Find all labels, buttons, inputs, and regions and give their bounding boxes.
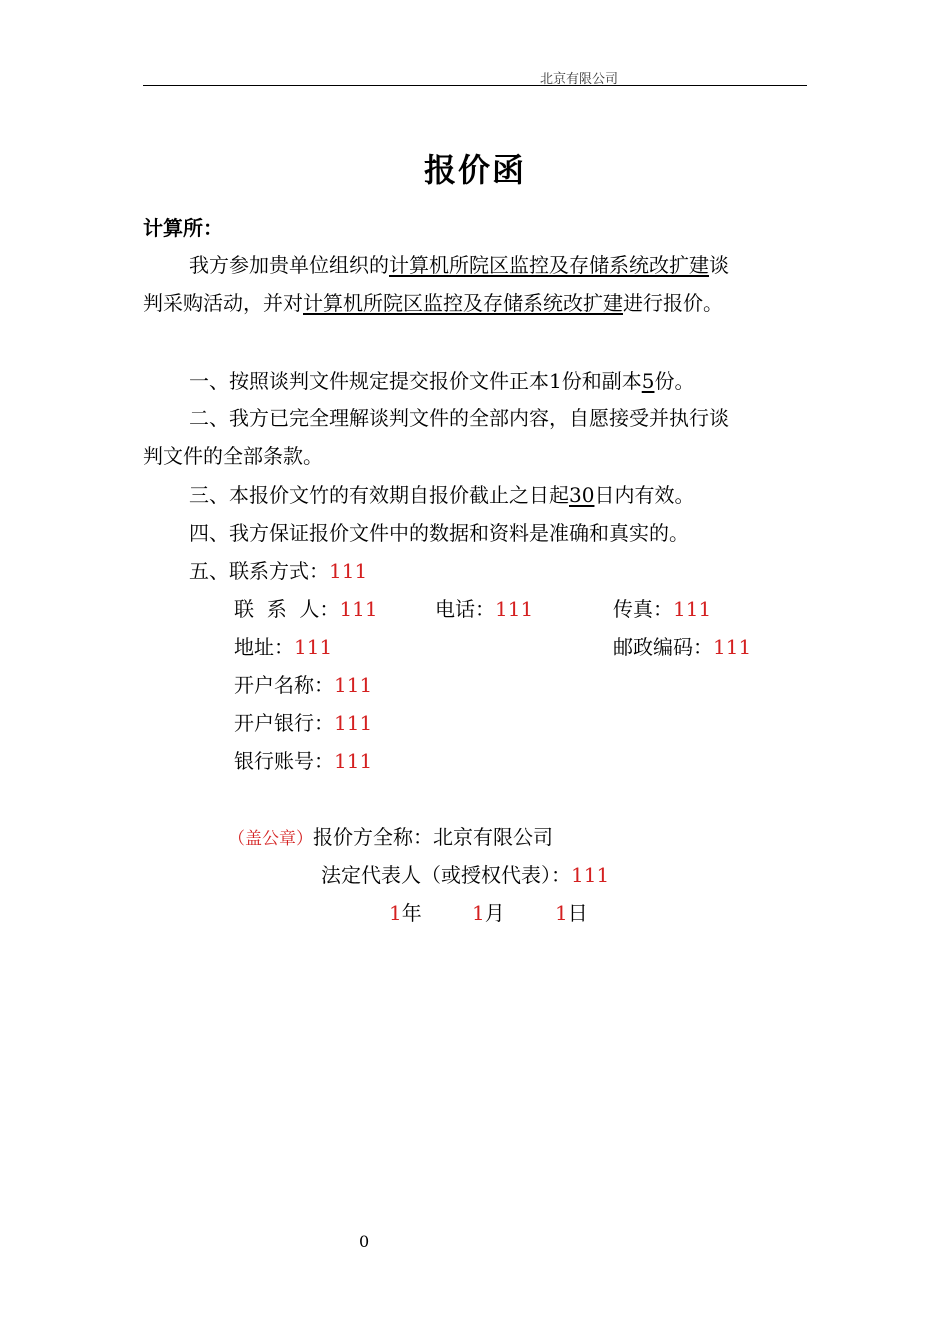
- postcode-label: 邮政编码：: [613, 635, 713, 659]
- postcode-value: 111: [713, 635, 752, 659]
- day-label: 日: [567, 901, 588, 925]
- signature-representative: [321, 859, 609, 888]
- year-value: 1: [389, 901, 402, 925]
- project-name: 计算机所院区监控及存储系统改扩建: [303, 291, 623, 315]
- item-2-line-2: 判文件的全部条款。: [143, 444, 323, 468]
- account-number: [234, 745, 372, 774]
- page-number: 0: [359, 1232, 370, 1251]
- contact-fax: [613, 593, 711, 622]
- item-text: 份和副本: [561, 369, 642, 393]
- month-value: 1: [472, 901, 485, 925]
- contact-person-label: 联 系 人：: [234, 597, 340, 621]
- item-1: [189, 365, 694, 394]
- seal-note: （盖公章）: [228, 829, 313, 849]
- contact-value: 111: [329, 559, 368, 583]
- original-copies: 1: [549, 369, 562, 393]
- document-title: 报价函: [423, 151, 526, 189]
- item-text: 份。: [654, 369, 695, 393]
- bank-value: 111: [334, 711, 373, 735]
- header-divider: [143, 85, 807, 86]
- validity-days: 30: [569, 483, 595, 507]
- fax-value: 111: [673, 597, 712, 621]
- contact-address: [234, 631, 332, 660]
- bank-label: 开户银行：: [234, 711, 334, 735]
- intro-text: 进行报价。: [623, 291, 723, 315]
- bidder-name: 北京有限公司: [433, 825, 553, 849]
- account-name: [234, 669, 372, 698]
- item-3: [189, 479, 694, 508]
- intro-text: 谈: [709, 253, 729, 277]
- bank: [234, 707, 372, 736]
- address-label: 地址：: [234, 635, 294, 659]
- account-name-label: 开户名称：: [234, 673, 334, 697]
- intro-text: 我方参加贵单位组织的: [189, 253, 389, 277]
- representative-value: 111: [571, 863, 610, 887]
- intro-text: 判采购活动，并对: [143, 291, 303, 315]
- contact-postcode: [613, 631, 751, 660]
- account-name-value: 111: [334, 673, 373, 697]
- bidder-label: 报价方全称：: [313, 825, 433, 849]
- item-4: 四、我方保证报价文件中的数据和资料是准确和真实的。: [189, 521, 689, 545]
- phone-label: 电话：: [435, 597, 495, 621]
- signature-year: [389, 897, 422, 926]
- day-value: 1: [555, 901, 568, 925]
- header-company-name: 北京有限公司: [540, 72, 619, 87]
- duplicate-copies: 5: [641, 369, 655, 393]
- intro-line-1: [189, 249, 729, 278]
- item-2-line-1: 二、我方已完全理解谈判文件的全部内容，自愿接受并执行谈: [189, 406, 729, 430]
- contact-person: [234, 593, 378, 622]
- account-number-label: 银行账号：: [234, 749, 334, 773]
- item-5: [189, 555, 367, 584]
- phone-value: 111: [495, 597, 534, 621]
- item-label: 五、联系方式：: [189, 559, 329, 583]
- item-text: 日内有效。: [594, 483, 695, 507]
- contact-phone: [435, 593, 533, 622]
- account-number-value: 111: [334, 749, 373, 773]
- item-text: 一、按照谈判文件规定提交报价文件正本: [189, 369, 549, 393]
- signature-month: [472, 897, 505, 926]
- fax-label: 传真：: [613, 597, 673, 621]
- salutation: 计算所：: [143, 216, 223, 240]
- contact-person-value: 111: [339, 597, 378, 621]
- month-label: 月: [484, 901, 505, 925]
- representative-label: 法定代表人（或授权代表）：: [321, 863, 571, 887]
- intro-line-2: [143, 287, 723, 316]
- year-label: 年: [401, 901, 422, 925]
- item-text: 三、本报价文竹的有效期自报价截止之日起: [189, 483, 569, 507]
- signature-day: [555, 897, 588, 926]
- signature-bidder: [228, 821, 553, 850]
- address-value: 111: [294, 635, 333, 659]
- project-name: 计算机所院区监控及存储系统改扩建: [389, 253, 709, 277]
